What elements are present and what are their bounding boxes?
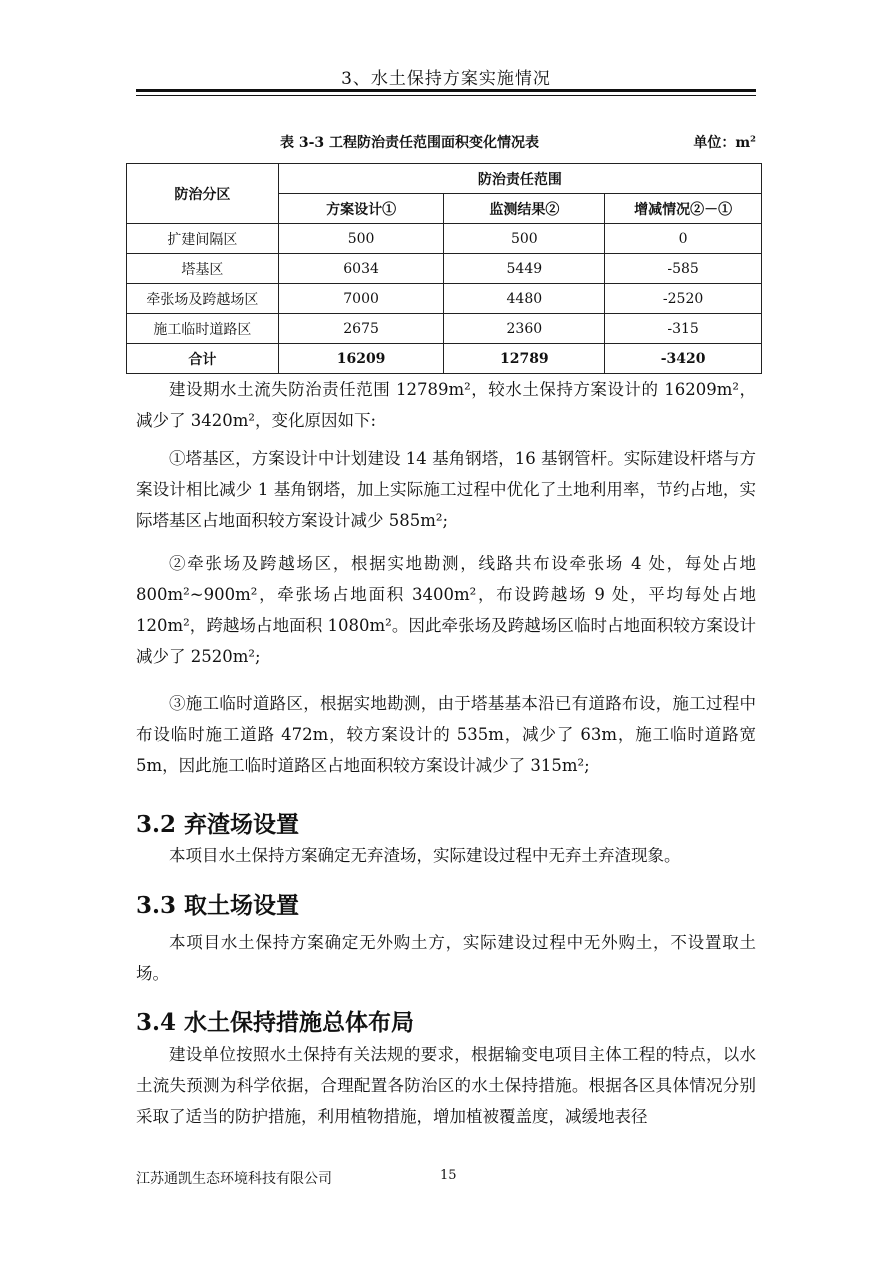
table-cell: 2360 — [444, 314, 605, 344]
section-text-3-2: 本项目水土保持方案确定无弃渣场，实际建设过程中无弃土弃渣现象。 — [169, 846, 681, 865]
table-cell: 合计 — [127, 344, 279, 374]
table-cell: 4480 — [444, 284, 605, 314]
section-heading-3-4: 3.4 水土保持措施总体布局 — [136, 1009, 415, 1036]
table-cell: 16209 — [278, 344, 444, 374]
section-text-3-3: 本项目水土保持方案确定无外购土方，实际建设过程中无外购土，不设置取土场。 — [136, 933, 756, 983]
header-rule-thin — [136, 95, 756, 96]
section-heading-3-3: 3.3 取土场设置 — [136, 892, 300, 919]
table-row — [127, 284, 762, 314]
header-rule — [136, 89, 756, 92]
table-cell: 2675 — [278, 314, 444, 344]
page-header-title: 3、水土保持方案实施情况 — [341, 69, 551, 89]
table-cell: 0 — [605, 224, 762, 254]
paragraph-temp-road: ③施工临时道路区，根据实地勘测，由于塔基基本沿已有道路布设，施工过程中布设临时施工道路 472m，较方案设计的 535m，减少了 63m，施工临时道路宽 5m，因此施工临时道路区占地面积较方案设计减少了 315m²; — [136, 694, 756, 775]
table-row — [127, 254, 762, 284]
table-cell: 7000 — [278, 284, 444, 314]
paragraph-tower-base: ①塔基区，方案设计中计划建设 14 基角钢塔，16 基钢管杆。实际建设杆塔与方案设计相比减少 1 基角钢塔，加上实际施工过程中优化了土地利用率，节约占地，实际塔基区占地面积较方案设计减少 585m²; — [136, 449, 756, 530]
section-heading-3-2: 3.2 弃渣场设置 — [136, 811, 300, 838]
table-cell: -2520 — [605, 284, 762, 314]
table-row — [127, 224, 762, 254]
table-title: 表 3-3 工程防治责任范围面积变化情况表 — [280, 135, 540, 151]
table-cell: 500 — [444, 224, 605, 254]
table-cell: 5449 — [444, 254, 605, 284]
table-cell: 施工临时道路区 — [127, 314, 279, 344]
col-header-design: 方案设计① — [278, 194, 444, 224]
section-text-3-4: 建设单位按照水土保持有关法规的要求，根据输变电项目主体工程的特点，以水土流失预测为科学依据，合理配置各防治区的水土保持措施。根据各区具体情况分别采取了适当的防护措施，利用植物措施，增加植被覆盖度，减缓地表径 — [136, 1045, 756, 1126]
paragraph-tension-field: ②牵张场及跨越场区，根据实地勘测，线路共布设牵张场 4 处，每处占地 800m²~900m²，牵张场占地面积 3400m²，布设跨越场 9 处，平均每处占地 120m²，跨越场占地面积 1080m²。因此牵张场及跨越场区临时占地面积较方案设计减少了 2520m²; — [136, 554, 756, 666]
table-cell: -585 — [605, 254, 762, 284]
area-change-table — [126, 163, 762, 374]
footer-page-number: 15 — [440, 1168, 457, 1183]
col-header-group: 防治责任范围 — [278, 164, 761, 194]
table-cell: 6034 — [278, 254, 444, 284]
table-total-row — [127, 344, 762, 374]
col-header-change: 增减情况②－① — [605, 194, 762, 224]
footer-company: 江苏通凯生态环境科技有限公司 — [136, 1171, 332, 1187]
table-cell: 500 — [278, 224, 444, 254]
table-cell: 12789 — [444, 344, 605, 374]
col-header-monitor: 监测结果② — [444, 194, 605, 224]
table-cell: 牵张场及跨越场区 — [127, 284, 279, 314]
table-unit: 单位：$m^2$ — [693, 133, 756, 151]
table-cell: -3420 — [605, 344, 762, 374]
table-cell: -315 — [605, 314, 762, 344]
paragraph-responsibility-change: 建设期水土流失防治责任范围 12789m²，较水土保持方案设计的 16209m²，减少了 3420m²，变化原因如下: — [136, 380, 756, 430]
col-header-zone: 防治分区 — [127, 164, 279, 224]
table-cell: 扩建间隔区 — [127, 224, 279, 254]
table-cell: 塔基区 — [127, 254, 279, 284]
table-row — [127, 314, 762, 344]
